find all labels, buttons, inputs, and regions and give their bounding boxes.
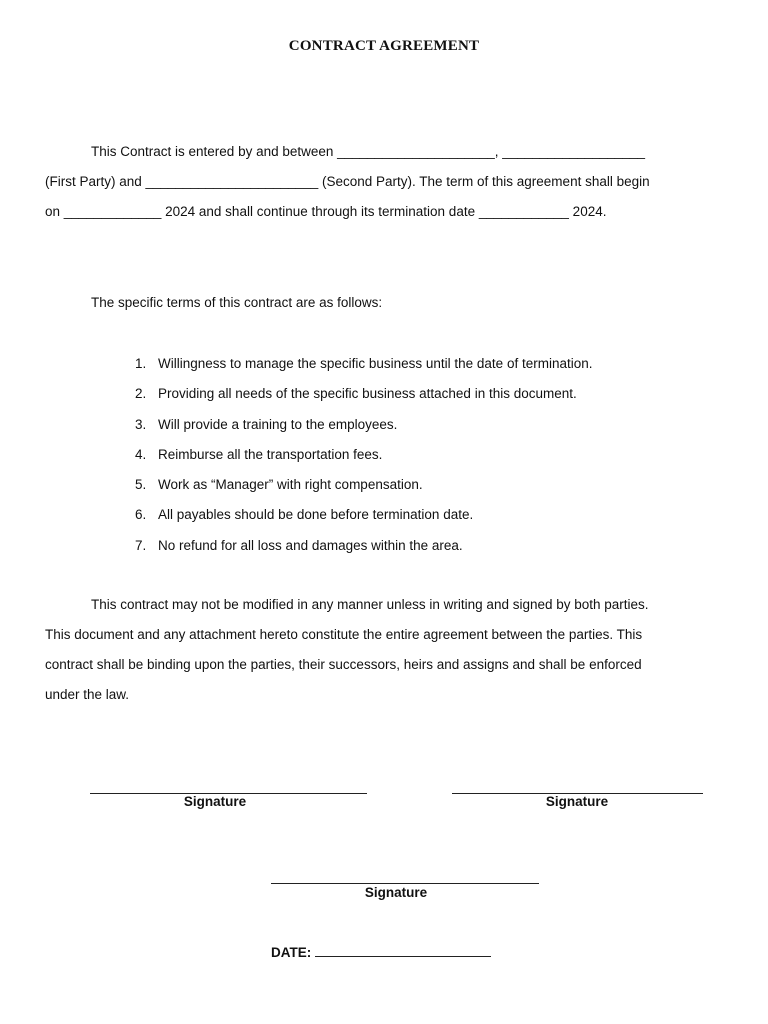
- term-number: 3.: [135, 416, 147, 432]
- signature-label-second: Signature: [545, 794, 609, 809]
- term-item: [135, 379, 593, 409]
- term-number: 7.: [135, 537, 147, 553]
- date-label: DATE:: [271, 945, 312, 960]
- term-item: [135, 410, 593, 440]
- term-item: [135, 470, 593, 500]
- term-text: Work as “Manager” with right compensation.: [158, 477, 423, 493]
- term-text: Willingness to manage the specific business until the date of termination.: [158, 356, 593, 371]
- term-item: [135, 440, 593, 470]
- term-item: [135, 349, 593, 379]
- term-text: Will provide a training to the employees.: [158, 416, 398, 432]
- terms-list: [135, 349, 593, 561]
- closing-paragraph: [45, 590, 715, 710]
- term-item: [135, 531, 593, 561]
- signature-label-third: Signature: [364, 885, 428, 900]
- closing-line-3: contract shall be binding upon the parties, their successors, heirs and assigns and shall be enforced: [45, 657, 642, 672]
- date-row: [271, 943, 491, 960]
- intro-paragraph: [45, 137, 715, 227]
- document-title: CONTRACT AGREEMENT: [288, 38, 480, 54]
- term-text: Reimburse all the transportation fees.: [158, 446, 383, 462]
- intro-line-1: This Contract is entered by and between _____________________, ___________________: [91, 144, 645, 159]
- term-number: 4.: [135, 446, 147, 462]
- terms-intro: The specific terms of this contract are as follows:: [91, 295, 383, 310]
- term-number: 1.: [135, 356, 147, 371]
- closing-line-1: This contract may not be modified in any manner unless in writing and signed by both parties.: [91, 597, 649, 612]
- date-blank-line: [315, 943, 491, 957]
- term-number: 5.: [135, 477, 147, 493]
- term-number: 2.: [135, 386, 147, 402]
- term-item: [135, 500, 593, 530]
- signature-label-first: Signature: [183, 794, 247, 809]
- term-text: All payables should be done before termination date.: [158, 507, 474, 523]
- term-text: No refund for all loss and damages within the area.: [158, 537, 463, 553]
- intro-line-3: on _____________ 2024 and shall continue through its termination date ____________ 2024.: [45, 204, 607, 219]
- closing-line-2: This document and any attachment hereto constitute the entire agreement between the parties. This: [45, 627, 643, 642]
- intro-line-2: (First Party) and _______________________ (Second Party). The term of this agreement shall begin: [45, 174, 650, 189]
- term-text: Providing all needs of the specific business attached in this document.: [158, 386, 577, 402]
- term-number: 6.: [135, 507, 147, 523]
- closing-line-4: under the law.: [45, 687, 130, 702]
- signature-line-third: [271, 883, 539, 884]
